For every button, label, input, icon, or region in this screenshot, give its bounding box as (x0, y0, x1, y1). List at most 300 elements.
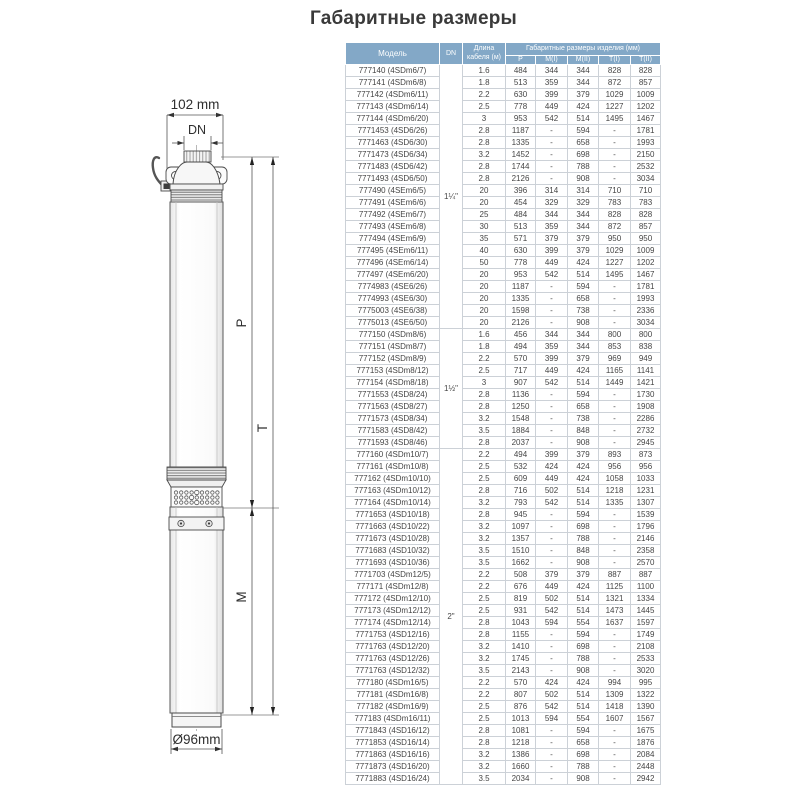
value-cell: 949 (631, 353, 661, 365)
value-cell: 2034 (506, 773, 536, 785)
value-cell: 1.6 (463, 329, 506, 341)
table-row (346, 641, 661, 653)
value-cell: 2533 (631, 653, 661, 665)
total-length-label: T (255, 423, 270, 433)
value-cell: - (599, 665, 631, 677)
value-cell: - (536, 161, 568, 173)
value-cell: 969 (599, 353, 631, 365)
value-cell: 2037 (506, 437, 536, 449)
value-cell: 379 (568, 353, 599, 365)
value-cell: 1165 (599, 365, 631, 377)
value-cell: 1749 (631, 629, 661, 641)
table-row (346, 389, 661, 401)
table-row (346, 653, 661, 665)
value-cell: 2143 (506, 665, 536, 677)
value-cell: - (599, 629, 631, 641)
value-cell: - (599, 509, 631, 521)
value-cell: 3 (463, 377, 506, 389)
model-cell: 7771583 (4SD8/42) (346, 425, 440, 437)
model-cell: 777492 (4SEm6/7) (346, 209, 440, 221)
value-cell: 1.6 (463, 65, 506, 77)
value-cell: - (536, 149, 568, 161)
table-row (346, 113, 661, 125)
model-cell: 7771703 (4SDm12/5) (346, 569, 440, 581)
value-cell: 793 (506, 497, 536, 509)
value-cell: - (536, 653, 568, 665)
value-cell: 514 (568, 689, 599, 701)
table-row (346, 593, 661, 605)
value-cell: 2.5 (463, 713, 506, 725)
value-cell: 1009 (631, 89, 661, 101)
table-row (346, 473, 661, 485)
value-cell: 1452 (506, 149, 536, 161)
value-cell: 828 (631, 209, 661, 221)
value-cell: 1187 (506, 125, 536, 137)
head-flange (170, 184, 223, 190)
value-cell: 1908 (631, 401, 661, 413)
value-cell: 1745 (506, 653, 536, 665)
page-title: Габаритные размеры (310, 8, 517, 29)
table-row (346, 449, 661, 461)
column-header-model: Модель (346, 43, 440, 65)
model-cell: 7771763 (4SD12/26) (346, 653, 440, 665)
table-row (346, 485, 661, 497)
table-row (346, 173, 661, 185)
value-cell: 344 (568, 65, 599, 77)
model-cell: 777141 (4SDm6/8) (346, 77, 440, 89)
table-row (346, 317, 661, 329)
table-row (346, 221, 661, 233)
model-cell: 7771473 (4SD6/34) (346, 149, 440, 161)
value-cell: 2126 (506, 173, 536, 185)
value-cell: 399 (536, 353, 568, 365)
value-cell: 1410 (506, 641, 536, 653)
value-cell: 554 (568, 713, 599, 725)
table-row (346, 545, 661, 557)
value-cell: 738 (568, 413, 599, 425)
value-cell: 514 (568, 497, 599, 509)
value-cell: 424 (568, 581, 599, 593)
value-cell: - (599, 425, 631, 437)
value-cell: 2532 (631, 161, 661, 173)
value-cell: 2336 (631, 305, 661, 317)
value-cell: 1227 (599, 257, 631, 269)
value-cell: 344 (568, 77, 599, 89)
value-cell: 399 (536, 449, 568, 461)
table-row (346, 533, 661, 545)
value-cell: 484 (506, 209, 536, 221)
value-cell: 2.8 (463, 629, 506, 641)
model-cell: 7771843 (4SD16/12) (346, 725, 440, 737)
column-header-m1: M(I) (536, 56, 568, 65)
value-cell: 1495 (599, 269, 631, 281)
value-cell: 2945 (631, 437, 661, 449)
value-cell: 542 (536, 497, 568, 509)
value-cell: 344 (536, 209, 568, 221)
value-cell: 449 (536, 257, 568, 269)
value-cell: 931 (506, 605, 536, 617)
table-row (346, 569, 661, 581)
pump-body (170, 202, 223, 467)
value-cell: 3034 (631, 317, 661, 329)
value-cell: 807 (506, 689, 536, 701)
value-cell: 424 (536, 677, 568, 689)
table-row (346, 605, 661, 617)
value-cell: 502 (536, 593, 568, 605)
value-cell: - (536, 389, 568, 401)
value-cell: - (536, 737, 568, 749)
value-cell: - (536, 629, 568, 641)
model-cell: 7771493 (4SD6/50) (346, 173, 440, 185)
value-cell: 950 (631, 233, 661, 245)
value-cell: 1322 (631, 689, 661, 701)
value-cell: 609 (506, 473, 536, 485)
table-row (346, 293, 661, 305)
value-cell: 783 (631, 197, 661, 209)
value-cell: 594 (568, 281, 599, 293)
model-cell: 777161 (4SDm10/8) (346, 461, 440, 473)
value-cell: 887 (631, 569, 661, 581)
table-row (346, 461, 661, 473)
column-header-m2: M(II) (568, 56, 599, 65)
model-cell: 777162 (4SDm10/10) (346, 473, 440, 485)
value-cell: - (599, 317, 631, 329)
value-cell: 35 (463, 233, 506, 245)
value-cell: 1043 (506, 617, 536, 629)
value-cell: - (599, 389, 631, 401)
model-cell: 7775003 (4SE6/38) (346, 305, 440, 317)
value-cell: - (536, 557, 568, 569)
value-cell: - (536, 533, 568, 545)
value-cell: 379 (568, 233, 599, 245)
value-cell: 945 (506, 509, 536, 521)
value-cell: 1884 (506, 425, 536, 437)
value-cell: 2146 (631, 533, 661, 545)
table-row (346, 245, 661, 257)
table-row (346, 269, 661, 281)
value-cell: 424 (568, 677, 599, 689)
table-row (346, 233, 661, 245)
value-cell: 2570 (631, 557, 661, 569)
value-cell: 1993 (631, 293, 661, 305)
column-header-cable-length: Длина кабеля (м) (463, 43, 506, 65)
value-cell: - (599, 749, 631, 761)
model-cell: 7771593 (4SD8/46) (346, 437, 440, 449)
value-cell: 1202 (631, 257, 661, 269)
value-cell: 2.8 (463, 617, 506, 629)
value-cell: 542 (536, 701, 568, 713)
value-cell: 1386 (506, 749, 536, 761)
model-cell: 777493 (4SEm6/8) (346, 221, 440, 233)
value-cell: 314 (568, 185, 599, 197)
table-row (346, 773, 661, 785)
value-cell: 20 (463, 293, 506, 305)
column-header-dn: DN (440, 43, 463, 65)
value-cell: - (599, 725, 631, 737)
table-row (346, 77, 661, 89)
model-cell: 7771683 (4SD10/32) (346, 545, 440, 557)
dimension-m (234, 508, 254, 715)
coupling-rib-band (167, 467, 226, 480)
value-cell: 379 (568, 245, 599, 257)
table-row (346, 125, 661, 137)
value-cell: 1013 (506, 713, 536, 725)
value-cell: 379 (536, 569, 568, 581)
value-cell: 630 (506, 89, 536, 101)
value-cell: 2.2 (463, 677, 506, 689)
value-cell: 872 (599, 77, 631, 89)
value-cell: 1730 (631, 389, 661, 401)
value-cell: - (599, 293, 631, 305)
model-cell: 7771853 (4SD16/14) (346, 737, 440, 749)
model-cell: 777153 (4SDm8/12) (346, 365, 440, 377)
value-cell: 838 (631, 341, 661, 353)
value-cell: 20 (463, 305, 506, 317)
value-cell: 908 (568, 557, 599, 569)
model-cell: 777160 (4SDm10/7) (346, 449, 440, 461)
model-cell: 777496 (4SEm6/14) (346, 257, 440, 269)
value-cell: 907 (506, 377, 536, 389)
pump-head (173, 162, 220, 184)
value-cell: 2.2 (463, 581, 506, 593)
model-cell: 7771653 (4SD10/18) (346, 509, 440, 521)
value-cell: - (599, 161, 631, 173)
value-cell: 2.2 (463, 569, 506, 581)
diameter-dimension-label: Ø96mm (172, 732, 221, 747)
value-cell: 3.2 (463, 533, 506, 545)
value-cell: 2286 (631, 413, 661, 425)
value-cell: 1029 (599, 89, 631, 101)
model-cell: 7771453 (4SD6/26) (346, 125, 440, 137)
value-cell: - (599, 653, 631, 665)
value-cell: 1218 (599, 485, 631, 497)
value-cell: 1539 (631, 509, 661, 521)
value-cell: - (599, 545, 631, 557)
value-cell: 1597 (631, 617, 661, 629)
value-cell: 848 (568, 545, 599, 557)
value-cell: 1029 (599, 245, 631, 257)
value-cell: 514 (568, 377, 599, 389)
value-cell: 3 (463, 113, 506, 125)
value-cell: 594 (536, 713, 568, 725)
model-cell: 777173 (4SDm12/12) (346, 605, 440, 617)
table-row (346, 353, 661, 365)
value-cell: 2.2 (463, 89, 506, 101)
value-cell: 698 (568, 641, 599, 653)
value-cell: 876 (506, 701, 536, 713)
table-row (346, 581, 661, 593)
value-cell: 828 (599, 209, 631, 221)
value-cell: 2108 (631, 641, 661, 653)
value-cell: 1125 (599, 581, 631, 593)
value-cell: 542 (536, 605, 568, 617)
value-cell: 887 (599, 569, 631, 581)
value-cell: - (599, 401, 631, 413)
value-cell: - (599, 413, 631, 425)
model-cell: 7775013 (4SE6/50) (346, 317, 440, 329)
value-cell: 1662 (506, 557, 536, 569)
column-header-t1: T(I) (599, 56, 631, 65)
value-cell: 1467 (631, 113, 661, 125)
value-cell: 778 (506, 257, 536, 269)
value-cell: 778 (506, 101, 536, 113)
table-row (346, 401, 661, 413)
model-cell: 777142 (4SDm6/11) (346, 89, 440, 101)
value-cell: 800 (599, 329, 631, 341)
value-cell: - (599, 641, 631, 653)
model-cell: 777151 (4SDm8/7) (346, 341, 440, 353)
model-cell: 777154 (4SDm8/18) (346, 377, 440, 389)
value-cell: 2.8 (463, 173, 506, 185)
value-cell: 1155 (506, 629, 536, 641)
value-cell: 1548 (506, 413, 536, 425)
value-cell: 893 (599, 449, 631, 461)
value-cell: 542 (536, 113, 568, 125)
value-cell: 508 (506, 569, 536, 581)
value-cell: - (536, 773, 568, 785)
table-row (346, 305, 661, 317)
value-cell: 994 (599, 677, 631, 689)
value-cell: 1335 (506, 293, 536, 305)
value-cell: 658 (568, 401, 599, 413)
value-cell: 513 (506, 77, 536, 89)
value-cell: 344 (568, 329, 599, 341)
value-cell: 995 (631, 677, 661, 689)
value-cell: 514 (568, 593, 599, 605)
value-cell: 956 (631, 461, 661, 473)
value-cell: 857 (631, 77, 661, 89)
value-cell: 20 (463, 185, 506, 197)
value-cell: 554 (568, 617, 599, 629)
width-dimension-label: 102 mm (170, 97, 220, 112)
table-row (346, 281, 661, 293)
value-cell: - (599, 557, 631, 569)
dimension-t (255, 157, 275, 715)
value-cell: 3020 (631, 665, 661, 677)
value-cell: 514 (568, 701, 599, 713)
value-cell: - (536, 761, 568, 773)
value-cell: 314 (536, 185, 568, 197)
value-cell: 399 (536, 245, 568, 257)
value-cell: 2.2 (463, 449, 506, 461)
value-cell: 1202 (631, 101, 661, 113)
value-cell: - (536, 305, 568, 317)
value-cell: 3.2 (463, 749, 506, 761)
value-cell: 1097 (506, 521, 536, 533)
motor-length-label: M (234, 591, 249, 603)
value-cell: 1009 (631, 245, 661, 257)
value-cell: 1.8 (463, 341, 506, 353)
value-cell: 953 (506, 113, 536, 125)
value-cell: 594 (568, 629, 599, 641)
value-cell: 2.8 (463, 125, 506, 137)
value-cell: - (599, 773, 631, 785)
value-cell: 2.8 (463, 389, 506, 401)
value-cell: 2.5 (463, 473, 506, 485)
value-cell: 594 (568, 509, 599, 521)
table-row (346, 89, 661, 101)
value-cell: 828 (631, 65, 661, 77)
model-cell: 7771693 (4SD10/36) (346, 557, 440, 569)
column-header-p: P (506, 56, 536, 65)
value-cell: 3.5 (463, 425, 506, 437)
value-cell: 344 (536, 65, 568, 77)
value-cell: 848 (568, 425, 599, 437)
value-cell: 788 (568, 653, 599, 665)
value-cell: - (536, 125, 568, 137)
value-cell: 30 (463, 221, 506, 233)
value-cell: 2732 (631, 425, 661, 437)
value-cell: - (599, 305, 631, 317)
model-cell: 777182 (4SDm16/9) (346, 701, 440, 713)
model-cell: 7771873 (4SD16/20) (346, 761, 440, 773)
value-cell: 2.5 (463, 605, 506, 617)
value-cell: 1449 (599, 377, 631, 389)
value-cell: 449 (536, 581, 568, 593)
model-cell: 7771763 (4SD12/20) (346, 641, 440, 653)
value-cell: 783 (599, 197, 631, 209)
value-cell: 344 (568, 221, 599, 233)
value-cell: 20 (463, 197, 506, 209)
value-cell: 1607 (599, 713, 631, 725)
model-cell: 7771753 (4SD12/16) (346, 629, 440, 641)
table-row (346, 149, 661, 161)
value-cell: 872 (599, 221, 631, 233)
value-cell: 570 (506, 353, 536, 365)
table-row (346, 761, 661, 773)
value-cell: 1321 (599, 593, 631, 605)
value-cell: 2942 (631, 773, 661, 785)
value-cell: 449 (536, 473, 568, 485)
value-cell: 658 (568, 293, 599, 305)
value-cell: 344 (568, 341, 599, 353)
model-cell: 7774983 (4SE6/26) (346, 281, 440, 293)
value-cell: 594 (536, 617, 568, 629)
value-cell: 1250 (506, 401, 536, 413)
table-row (346, 365, 661, 377)
value-cell: - (536, 173, 568, 185)
model-cell: 777171 (4SDm12/8) (346, 581, 440, 593)
value-cell: 2.8 (463, 485, 506, 497)
value-cell: 1445 (631, 605, 661, 617)
value-cell: - (536, 425, 568, 437)
value-cell: 1334 (631, 593, 661, 605)
value-cell: 424 (568, 257, 599, 269)
value-cell: 2.8 (463, 401, 506, 413)
value-cell: - (536, 509, 568, 521)
model-cell: 777143 (4SDm6/14) (346, 101, 440, 113)
value-cell: 1335 (599, 497, 631, 509)
value-cell: 396 (506, 185, 536, 197)
value-cell: - (599, 521, 631, 533)
column-group-dimensions: Габаритные размеры изделия (мм) (506, 43, 661, 56)
value-cell: 3.5 (463, 557, 506, 569)
model-cell: 7771573 (4SD8/34) (346, 413, 440, 425)
value-cell: 424 (568, 473, 599, 485)
value-cell: 3.5 (463, 545, 506, 557)
value-cell: 1781 (631, 125, 661, 137)
model-cell: 7771663 (4SD10/22) (346, 521, 440, 533)
value-cell: 20 (463, 281, 506, 293)
table-row (346, 437, 661, 449)
value-cell: 2.8 (463, 725, 506, 737)
dn-cell: 1¼" (440, 65, 463, 329)
table-row (346, 209, 661, 221)
value-cell: 532 (506, 461, 536, 473)
value-cell: 379 (568, 449, 599, 461)
table-row (346, 413, 661, 425)
value-cell: 1309 (599, 689, 631, 701)
